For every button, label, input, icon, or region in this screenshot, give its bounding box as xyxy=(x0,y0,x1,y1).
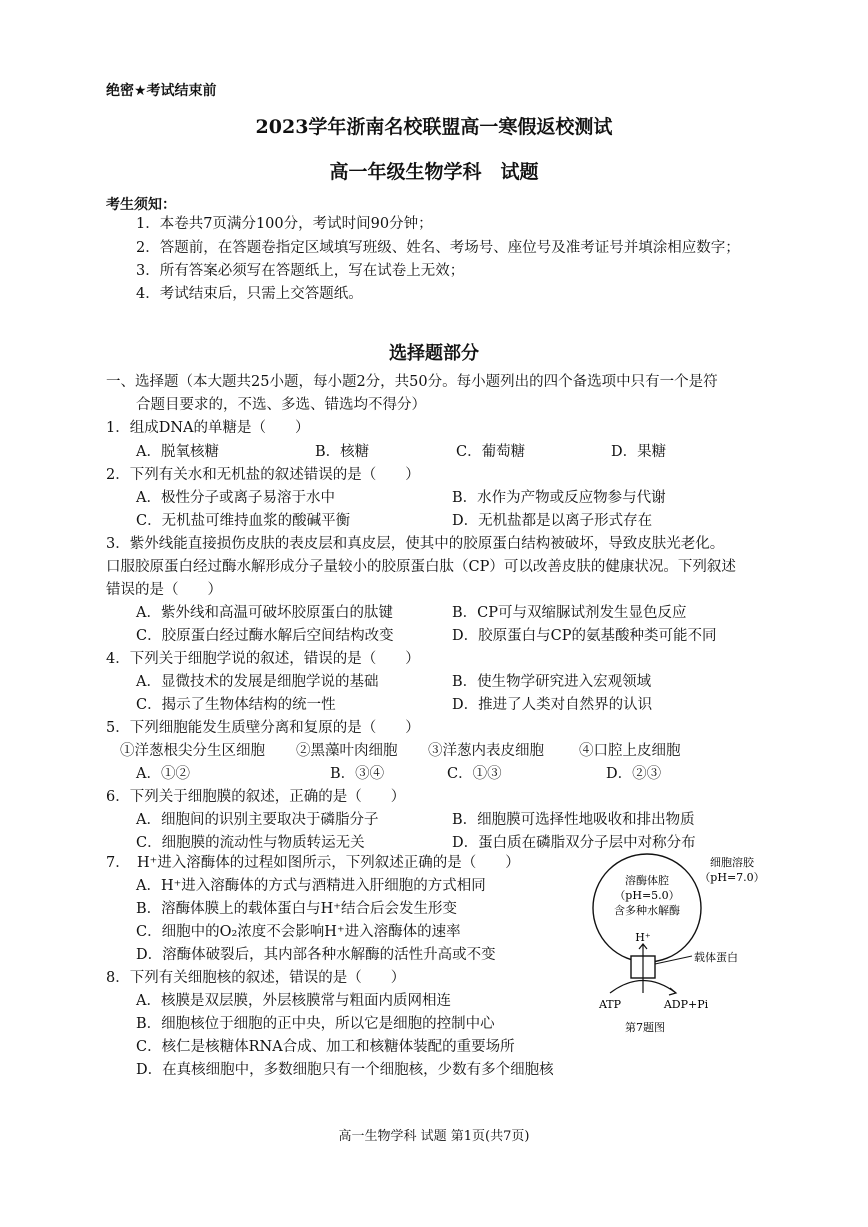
q1-option-b: B．核糖 xyxy=(315,444,370,460)
notes-heading: 考生须知： xyxy=(106,197,176,213)
q5-option-b: B．③④ xyxy=(330,766,385,782)
q3-option-b: B．CP可与双缩脲试剂发生显色反应 xyxy=(452,605,687,621)
q1-option-a: A．脱氧核糖 xyxy=(136,444,219,460)
q8-option-a: A．核膜是双层膜，外层核膜常与粗面内质网相连 xyxy=(136,993,451,1009)
exam-title: 2023学年浙南名校联盟高一寒假返校测试 xyxy=(255,116,613,138)
carrier-label: 载体蛋白 xyxy=(694,951,738,964)
figure-caption: 第7题图 xyxy=(625,1021,665,1034)
q6-option-a: A．细胞间的识别主要取决于磷脂分子 xyxy=(136,812,379,828)
note-item: 2．答题前，在答题卷指定区域填写班级、姓名、考场号、座位号及准考证号并填涂相应数字； xyxy=(136,240,740,256)
q7-option-c: C．细胞中的O₂浓度不会影响H⁺进入溶酶体的速率 xyxy=(136,924,461,940)
q5-item: ①洋葱根尖分生区细胞 xyxy=(120,743,265,759)
note-item: 3．所有答案必须写在答题纸上，写在试卷上无效； xyxy=(136,263,465,279)
q6-option-d: D．蛋白质在磷脂双分子层中对称分布 xyxy=(452,835,696,851)
q3-option-c: C．胶原蛋白经过酶水解后空间结构改变 xyxy=(136,628,394,644)
q4-option-b: B．使生物学研究进入宏观领域 xyxy=(452,674,652,690)
confidential-mark: 绝密★考试结束前 xyxy=(106,83,217,99)
q3-option-a: A．紫外线和高温可破坏胶原蛋白的肽键 xyxy=(136,605,393,621)
q2-option-b: B．水作为产物或反应物参与代谢 xyxy=(452,490,666,506)
q1-option-c: C．葡萄糖 xyxy=(456,444,526,460)
q8-option-c: C．核仁是核糖体RNA合成、加工和核糖体装配的重要场所 xyxy=(136,1039,515,1055)
q4-option-d: D．推进了人类对自然界的认识 xyxy=(452,697,653,713)
h-ion-label: H⁺ xyxy=(635,931,651,944)
q8-option-b: B．细胞核位于细胞的正中央，所以它是细胞的控制中心 xyxy=(136,1016,495,1032)
question-1-stem: 1．组成DNA的单糖是（ ） xyxy=(106,420,310,436)
instructions-line1: 一、选择题（本大题共25小题，每小题2分，共50分。每小题列出的四个备选项中只有一个是符 xyxy=(106,374,718,390)
question-7-stem: 7． H⁺进入溶酶体的过程如图所示，下列叙述正确的是（ ） xyxy=(106,855,520,871)
q7-option-b: B．溶酶体膜上的载体蛋白与H⁺结合后会发生形变 xyxy=(136,901,457,917)
question-5-stem: 5．下列细胞能发生质壁分离和复原的是（ ） xyxy=(106,720,420,736)
question-4-stem: 4．下列关于细胞学说的叙述，错误的是（ ） xyxy=(106,651,420,667)
q6-option-c: C．细胞膜的流动性与物质转运无关 xyxy=(136,835,365,851)
lysosome-label: 溶酶体腔 xyxy=(625,874,669,887)
q1-option-d: D．果糖 xyxy=(611,444,667,460)
lysosome-diagram xyxy=(580,848,770,1038)
q5-option-d: D．②③ xyxy=(606,766,662,782)
cytosol-ph: （pH=7.0） xyxy=(699,871,765,884)
note-item: 1．本卷共7页满分100分，考试时间90分钟； xyxy=(136,216,433,232)
q4-option-a: A．显微技术的发展是细胞学说的基础 xyxy=(136,674,379,690)
q5-item: ②黑藻叶肉细胞 xyxy=(296,743,398,759)
exam-subtitle: 高一年级生物学科 试题 xyxy=(329,161,539,183)
question-3-stem-line1: 3．紫外线能直接损伤皮肤的表皮层和真皮层，使其中的胶原蛋白结构被破坏，导致皮肤光老化。 xyxy=(106,536,725,552)
q6-option-b: B．细胞膜可选择性地吸收和排出物质 xyxy=(452,812,695,828)
question-3-stem-line2: 口服胶原蛋白经过酶水解形成分子量较小的胶原蛋白肽（CP）可以改善皮肤的健康状况。下列叙述 xyxy=(106,559,736,575)
section-title: 选择题部分 xyxy=(389,343,479,364)
question-8-stem: 8．下列有关细胞核的叙述，错误的是（ ） xyxy=(106,970,406,986)
adp-label: ADP+Pi xyxy=(663,998,709,1011)
q2-option-c: C．无机盐可维持血浆的酸碱平衡 xyxy=(136,513,351,529)
q3-option-d: D．胶原蛋白与CP的氨基酸种类可能不同 xyxy=(452,628,717,644)
instructions-line2: 合题目要求的，不选、多选、错选均不得分） xyxy=(136,397,426,413)
question-2-stem: 2．下列有关水和无机盐的叙述错误的是（ ） xyxy=(106,467,420,483)
q5-item: ④口腔上皮细胞 xyxy=(579,743,681,759)
page-footer: 高一生物学科 试题 第1页(共7页) xyxy=(338,1129,530,1144)
q5-item: ③洋葱内表皮细胞 xyxy=(428,743,544,759)
lysosome-ph: （pH=5.0） xyxy=(614,889,680,902)
q7-option-d: D．溶酶体破裂后，其内部各种水解酶的活性升高或不变 xyxy=(136,947,496,963)
q4-option-c: C．揭示了生物体结构的统一性 xyxy=(136,697,336,713)
atp-label: ATP xyxy=(598,998,622,1011)
cytosol-label: 细胞溶胶 xyxy=(710,856,754,869)
lysosome-note: 含多种水解酶 xyxy=(614,904,680,917)
q2-option-a: A．极性分子或离子易溶于水中 xyxy=(136,490,335,506)
q8-option-d: D．在真核细胞中，多数细胞只有一个细胞核，少数有多个细胞核 xyxy=(136,1062,554,1078)
question-6-stem: 6．下列关于细胞膜的叙述，正确的是（ ） xyxy=(106,789,406,805)
question-3-stem-line3: 错误的是（ ） xyxy=(106,582,222,598)
q2-option-d: D．无机盐都是以离子形式存在 xyxy=(452,513,653,529)
q7-option-a: A．H⁺进入溶酶体的方式与酒精进入肝细胞的方式相同 xyxy=(136,878,486,894)
q5-option-c: C．①③ xyxy=(447,766,502,782)
q5-option-a: A．①② xyxy=(136,766,190,782)
note-item: 4．考试结束后，只需上交答题纸。 xyxy=(136,286,363,302)
